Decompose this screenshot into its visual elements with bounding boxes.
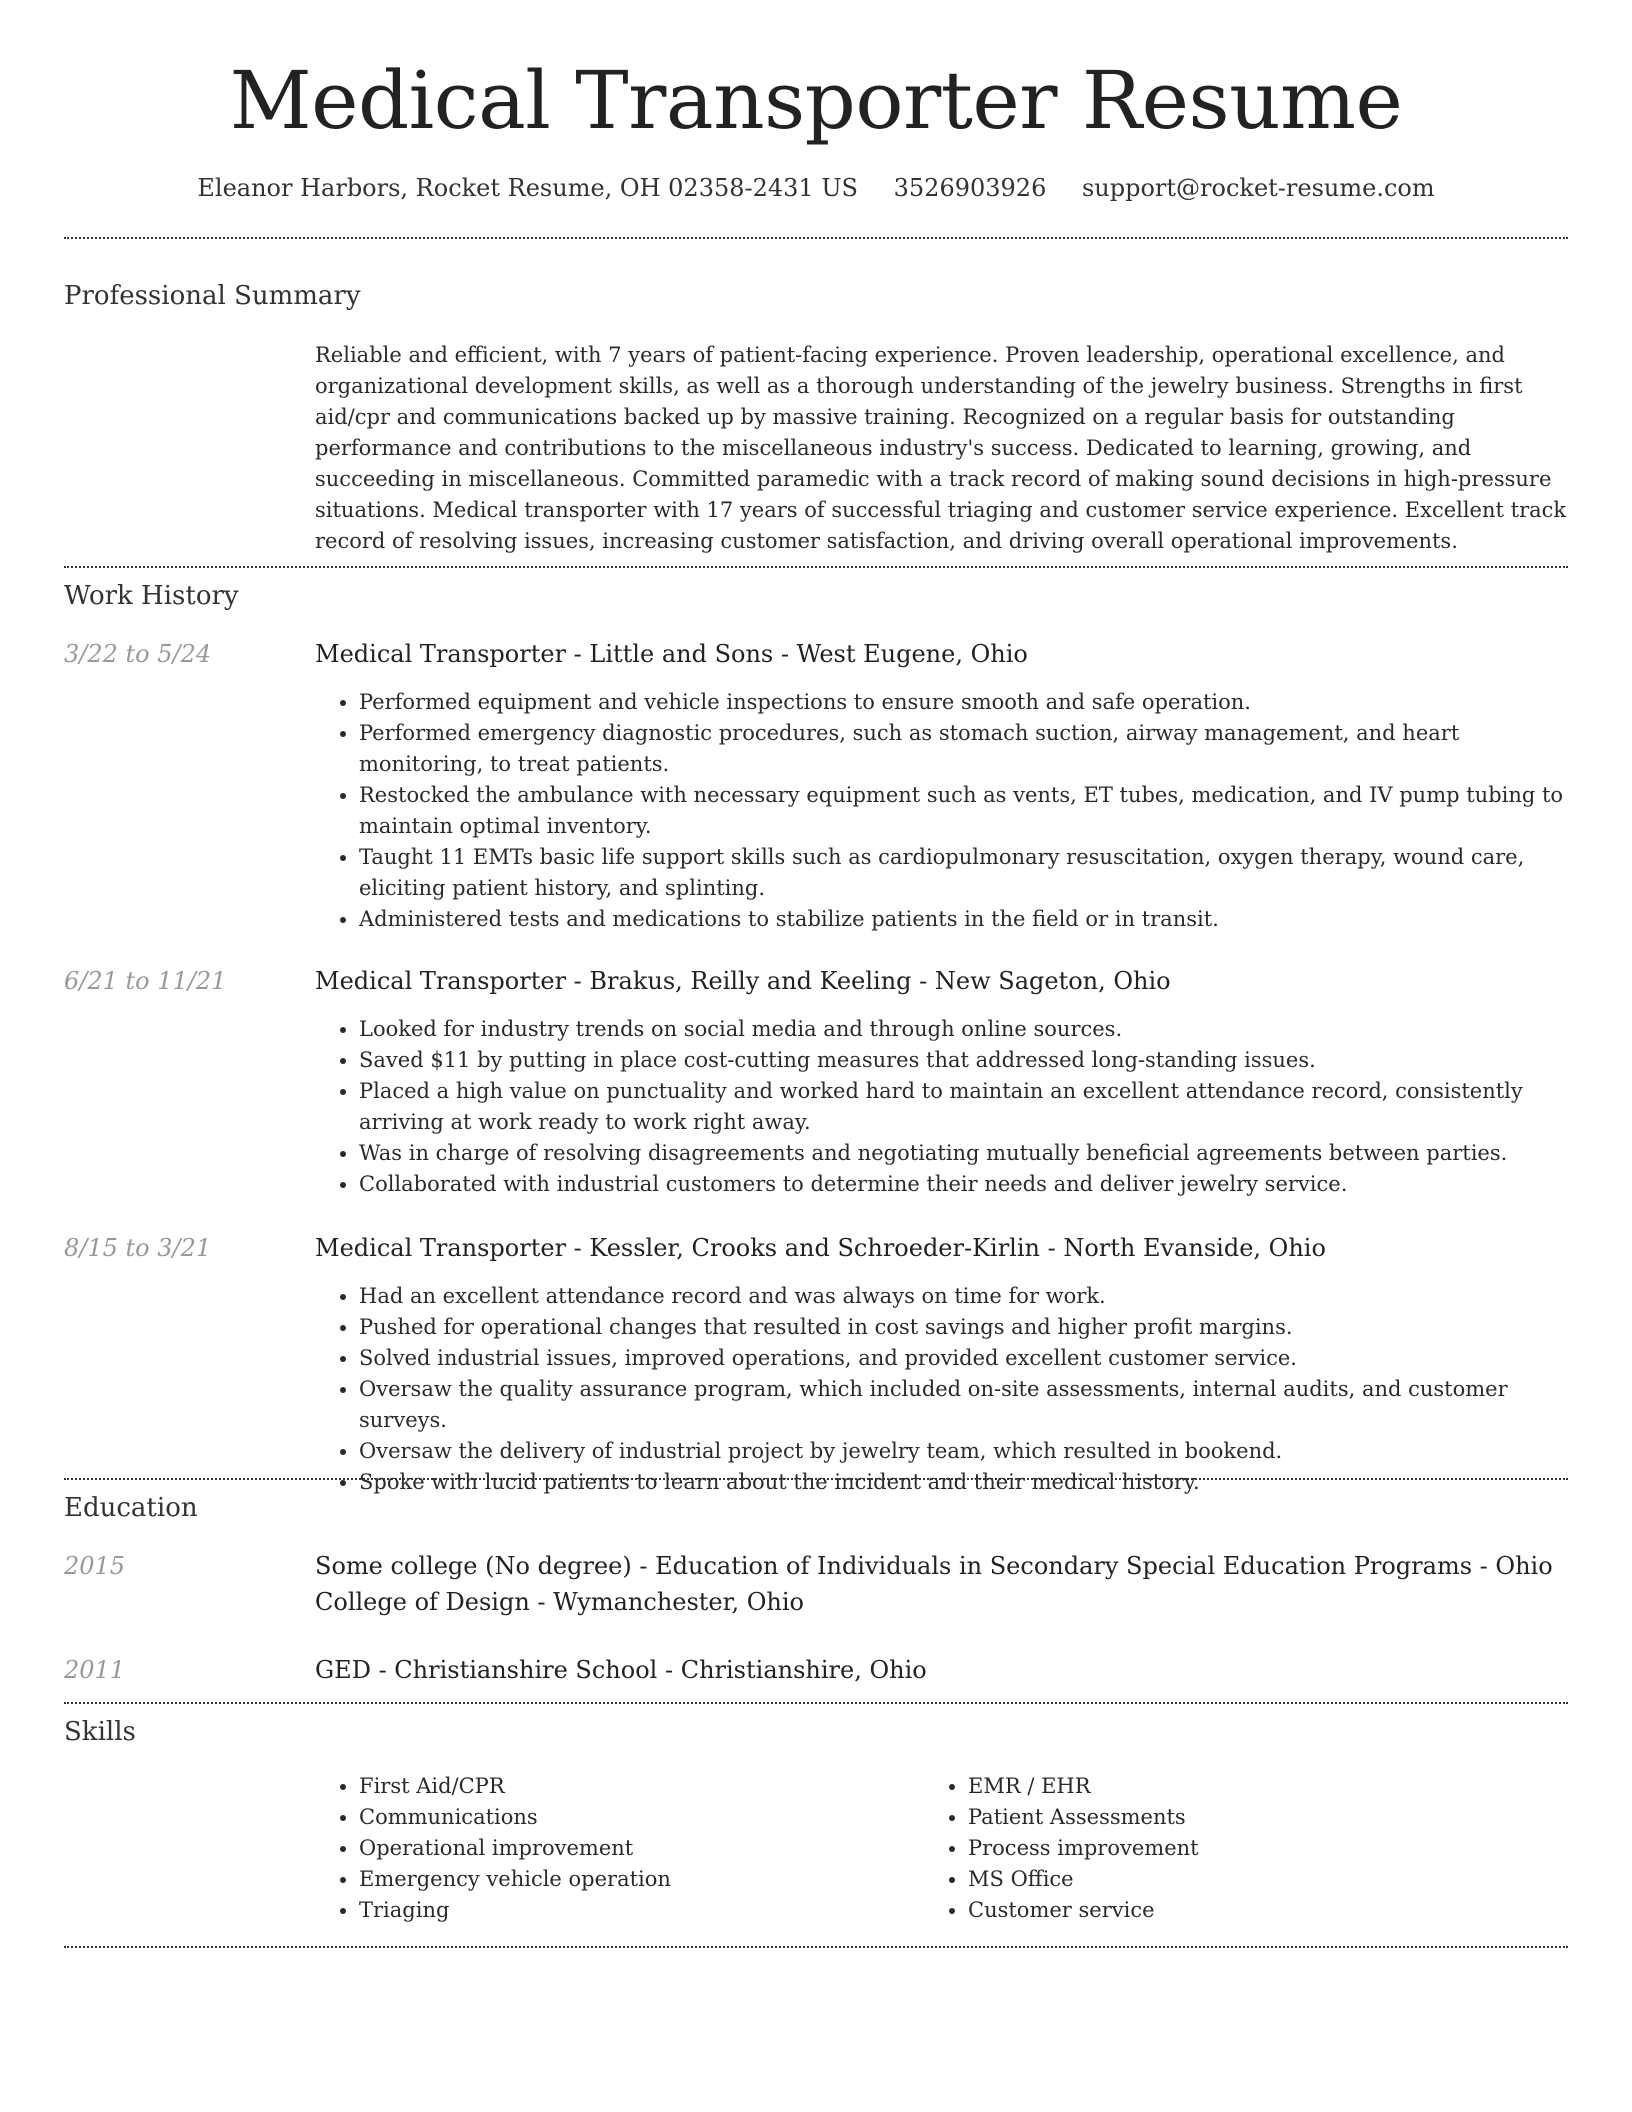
education-year: 2015 [64, 1552, 126, 1580]
job-title: Medical Transporter - Brakus, Reilly and Keeling - New Sageton, Ohio [315, 967, 1171, 995]
divider [64, 1946, 1568, 1948]
job-dates: 8/15 to 3/21 [64, 1234, 212, 1262]
list-item: • Administered tests and medications to stabilize patients in the field or in transit. [359, 904, 1569, 935]
list-item: • Solved industrial issues, improved operations, and provided excellent customer service. [359, 1343, 1569, 1374]
divider [64, 566, 1568, 568]
contact-email: support@rocket-resume.com [1081, 174, 1435, 202]
skill-item: • EMR / EHR [968, 1771, 1524, 1802]
list-item: • Pushed for operational changes that resulted in cost savings and higher profit margins. [359, 1312, 1569, 1343]
job-title: Medical Transporter - Kessler, Crooks and Schroeder-Kirlin - North Evanside, Ohio [315, 1234, 1326, 1262]
skill-item: • MS Office [968, 1864, 1524, 1895]
list-item: • Oversaw the quality assurance program, which included on-site assessments, internal audits, and customer surveys. [359, 1374, 1569, 1436]
list-item: • Looked for industry trends on social media and through online sources. [359, 1014, 1569, 1045]
list-item: • Restocked the ambulance with necessary equipment such as vents, ET tubes, medication, and IV pump tubing to maintain optimal inventory. [359, 780, 1569, 842]
list-item: • Oversaw the delivery of industrial project by jewelry team, which resulted in bookend. [359, 1436, 1569, 1467]
job-bullets [315, 687, 1569, 935]
job-dates: 6/21 to 11/21 [64, 967, 227, 995]
job-title: Medical Transporter - Little and Sons - West Eugene, Ohio [315, 640, 1028, 668]
skill-item: • Triaging [359, 1895, 915, 1926]
divider [64, 237, 1568, 239]
job-bullets [315, 1014, 1569, 1200]
skill-item: • Patient Assessments [968, 1802, 1524, 1833]
skill-item: • Emergency vehicle operation [359, 1864, 915, 1895]
list-item: • Performed emergency diagnostic procedures, such as stomach suction, airway management, and heart monitoring, to treat patients. [359, 718, 1569, 780]
section-heading-summary: Professional Summary [64, 281, 361, 311]
divider [64, 1478, 1568, 1480]
education-year: 2011 [64, 1656, 126, 1684]
contact-address: Eleanor Harbors, Rocket Resume, OH 02358-2431 US [197, 174, 858, 202]
contact-phone: 3526903926 [893, 174, 1047, 202]
list-item: • Had an excellent attendance record and was always on time for work. [359, 1281, 1569, 1312]
skills-list-left [315, 1771, 915, 1926]
list-item: • Collaborated with industrial customers to determine their needs and deliver jewelry service. [359, 1169, 1569, 1200]
education-entry: Some college (No degree) - Education of Individuals in Secondary Special Education Programs - Ohio College of Design - Wymanchester, Ohio [315, 1552, 1553, 1616]
resume-title: Medical Transporter Resume [229, 54, 1403, 147]
section-heading-education: Education [64, 1493, 198, 1523]
skill-item: • First Aid/CPR [359, 1771, 915, 1802]
list-item: • Performed equipment and vehicle inspections to ensure smooth and safe operation. [359, 687, 1569, 718]
list-item: • Was in charge of resolving disagreements and negotiating mutually beneficial agreements between parties. [359, 1138, 1569, 1169]
list-item: • Saved $11 by putting in place cost-cutting measures that addressed long-standing issues. [359, 1045, 1569, 1076]
list-item: • Placed a high value on punctuality and worked hard to maintain an excellent attendance record, consistently arriving at work ready to work right away. [359, 1076, 1569, 1138]
divider [64, 1702, 1568, 1704]
education-entry: GED - Christianshire School - Christianshire, Ohio [315, 1656, 927, 1684]
skill-item: • Process improvement [968, 1833, 1524, 1864]
section-heading-skills: Skills [64, 1717, 136, 1747]
skill-item: • Customer service [968, 1895, 1524, 1926]
list-item: • Spoke with lucid patients to learn about the incident and their medical history. [359, 1467, 1569, 1498]
skill-item: • Communications [359, 1802, 915, 1833]
skill-item: • Operational improvement [359, 1833, 915, 1864]
section-heading-work: Work History [64, 581, 239, 611]
list-item: • Taught 11 EMTs basic life support skills such as cardiopulmonary resuscitation, oxygen therapy, wound care, eliciting patient history, and splinting. [359, 842, 1569, 904]
summary-text: Reliable and efficient, with 7 years of patient-facing experience. Proven leadership, operational excellence, and organizational development skills, as well as a thorough understanding of the jewelry business. Strengths in first aid/cpr and communications backed up by massive training. Recognized on a regular basis for outstanding performance and contributions to the miscellaneous industry's success. Dedicated to learning, growing, and succeeding in miscellaneous. Committed paramedic with a track record of making sound decisions in high-pressure situations. Medical transporter with 17 years of successful triaging and customer service experience. Excellent track record of resolving issues, increasing customer satisfaction, and driving overall operational improvements. [315, 343, 1567, 553]
skills-list-right [924, 1771, 1524, 1926]
job-dates: 3/22 to 5/24 [64, 640, 212, 668]
job-bullets [315, 1281, 1569, 1498]
contact-line [0, 170, 1632, 206]
